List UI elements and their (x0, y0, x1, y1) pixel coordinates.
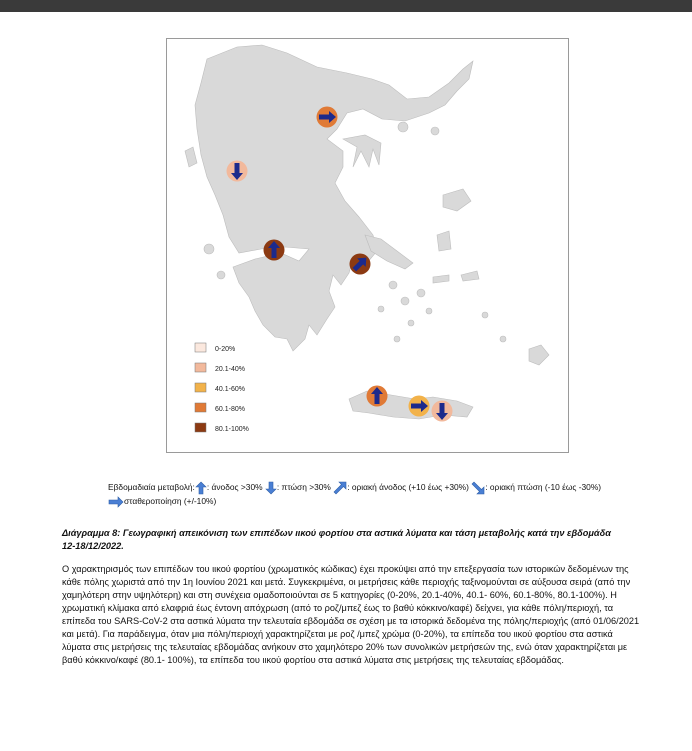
legend-label-80-100: 80.1-100% (215, 426, 249, 433)
legend-label-40-60: 40.1-60% (215, 386, 245, 393)
city-marker-ioannina (227, 161, 248, 182)
greece-map-figure (166, 38, 569, 453)
change-legend-stable: σταθεροποίηση (+/-10%) (124, 496, 217, 506)
karpathos-island (500, 336, 506, 342)
ikaria-island (433, 275, 449, 283)
chios-island (437, 231, 451, 251)
greece-map (167, 39, 568, 452)
city-marker-agios-nikolaos (432, 401, 453, 422)
mainland-greece (195, 45, 473, 351)
evia-island (365, 235, 413, 269)
corfu-island (185, 147, 197, 167)
cyclades-1 (389, 281, 397, 289)
city-marker-thessaloniki (317, 107, 338, 128)
chalkidiki (343, 135, 381, 167)
city-marker-heraklion (409, 396, 430, 417)
samothraki-island (431, 127, 439, 135)
cyclades-4 (426, 308, 432, 314)
city-marker-patras (264, 240, 285, 261)
change-legend-slight-up: : οριακή άνοδος (+10 έως +30%) (347, 482, 469, 493)
legend-swatch-40-60 (195, 383, 206, 392)
arrow-down-icon (265, 481, 277, 495)
change-legend-slight-down: : οριακή πτώση (-10 έως -30%) (485, 482, 602, 493)
body-paragraph: Ο χαρακτηρισμός των επιπέδων του ιικού φορτίου (χρωματικός κώδικας) έχει προκύψει από την επεξεργασία των ιστορικών δεδομένων της κάθε πόλης χωριστά από την 1η Ιουνίου 2021 και μετά. Συγκεκριμένα, οι μετρήσεις κάθε περιοχής ταξινομούνται σε αύξουσα σειρά (από την χαμηλότερη στην υψηλότερη) και στη συνέχεια ομαδοποιούνται σε 5 κατηγορίες (0-20%, 20.1-40%, 40.1- 60%, 60.1-80%, 80.1-100%). Η χρωματική κλίμακα από ελαφριά έως έντονη απόχρωση (από το ροζ/μπεζ έως το βαθύ κόκκινο/καφέ) δείχνει, για κάθε πόλη/περιοχή, τα επίπεδα του SARS-CoV-2 στα αστικά λύματα την τελευταία εβδομάδα σε σχέση με τα ιστορικά δεδομένα της πόλης/περιοχής (από 01/06/2021 και μετά). Για παράδειγμα, όταν μια πόλη/περιοχή χαρακτηρίζεται με ροζ /μπεζ χρώμα (0-20%), τα επίπεδα του ιικού φορτίου στα αστικά λύματα στις μετρήσεις της τελευταίας εβδομάδας ανήκουν στο χαμηλότερο 20% των συνολικών μετρήσεών της, ενώ όταν χαρακτηρίζεται με βαθύ κόκκινο/καφέ (80.1- 100%), τα επίπεδα του ιικού φορτίου στα αστικά λύματα στις μετρήσεις της τελευταίας εβδομάδας. (62, 564, 640, 665)
arrow-up-icon (195, 481, 207, 495)
level-legend (195, 343, 249, 433)
change-legend-down: : πτώση >30% (276, 482, 331, 493)
zakynthos-island (217, 271, 225, 279)
change-legend-up: : άνοδος >30% (206, 482, 263, 493)
legend-label-0-20: 0-20% (215, 346, 236, 353)
kefalonia-island (204, 244, 214, 254)
figure-caption: Διάγραμμα 8: Γεωγραφική απεικόνιση των επιπέδων ιικού φορτίου στα αστικά λύματα και τάση μεταβολής κατά την εβδομάδα 12-18/12/2022. (62, 528, 611, 551)
cyclades-5 (408, 320, 414, 326)
legend-swatch-80-100 (195, 423, 206, 432)
lesvos-island (443, 189, 471, 211)
legend-label-60-80: 60.1-80% (215, 406, 245, 413)
cyclades-7 (394, 336, 400, 342)
legend-label-20-40: 20.1-40% (215, 366, 245, 373)
thasos-island (398, 122, 408, 132)
arrow-up-right-icon (333, 481, 347, 495)
legend-swatch-20-40 (195, 363, 206, 372)
cyclades-6 (378, 306, 384, 312)
arrow-down-right-icon (471, 481, 485, 495)
legend-swatch-0-20 (195, 343, 206, 352)
rhodes-island (529, 345, 549, 365)
legend-swatch-60-80 (195, 403, 206, 412)
cyclades-3 (417, 289, 425, 297)
kos-island (482, 312, 488, 318)
samos-island (461, 271, 479, 281)
city-marker-chania (367, 386, 388, 407)
change-legend-title: Εβδομαδιαία μεταβολή: (108, 482, 195, 493)
weekly-change-legend (108, 481, 618, 508)
cyclades-2 (401, 297, 409, 305)
arrow-right-icon (108, 496, 124, 508)
window-top-bar (0, 0, 692, 12)
